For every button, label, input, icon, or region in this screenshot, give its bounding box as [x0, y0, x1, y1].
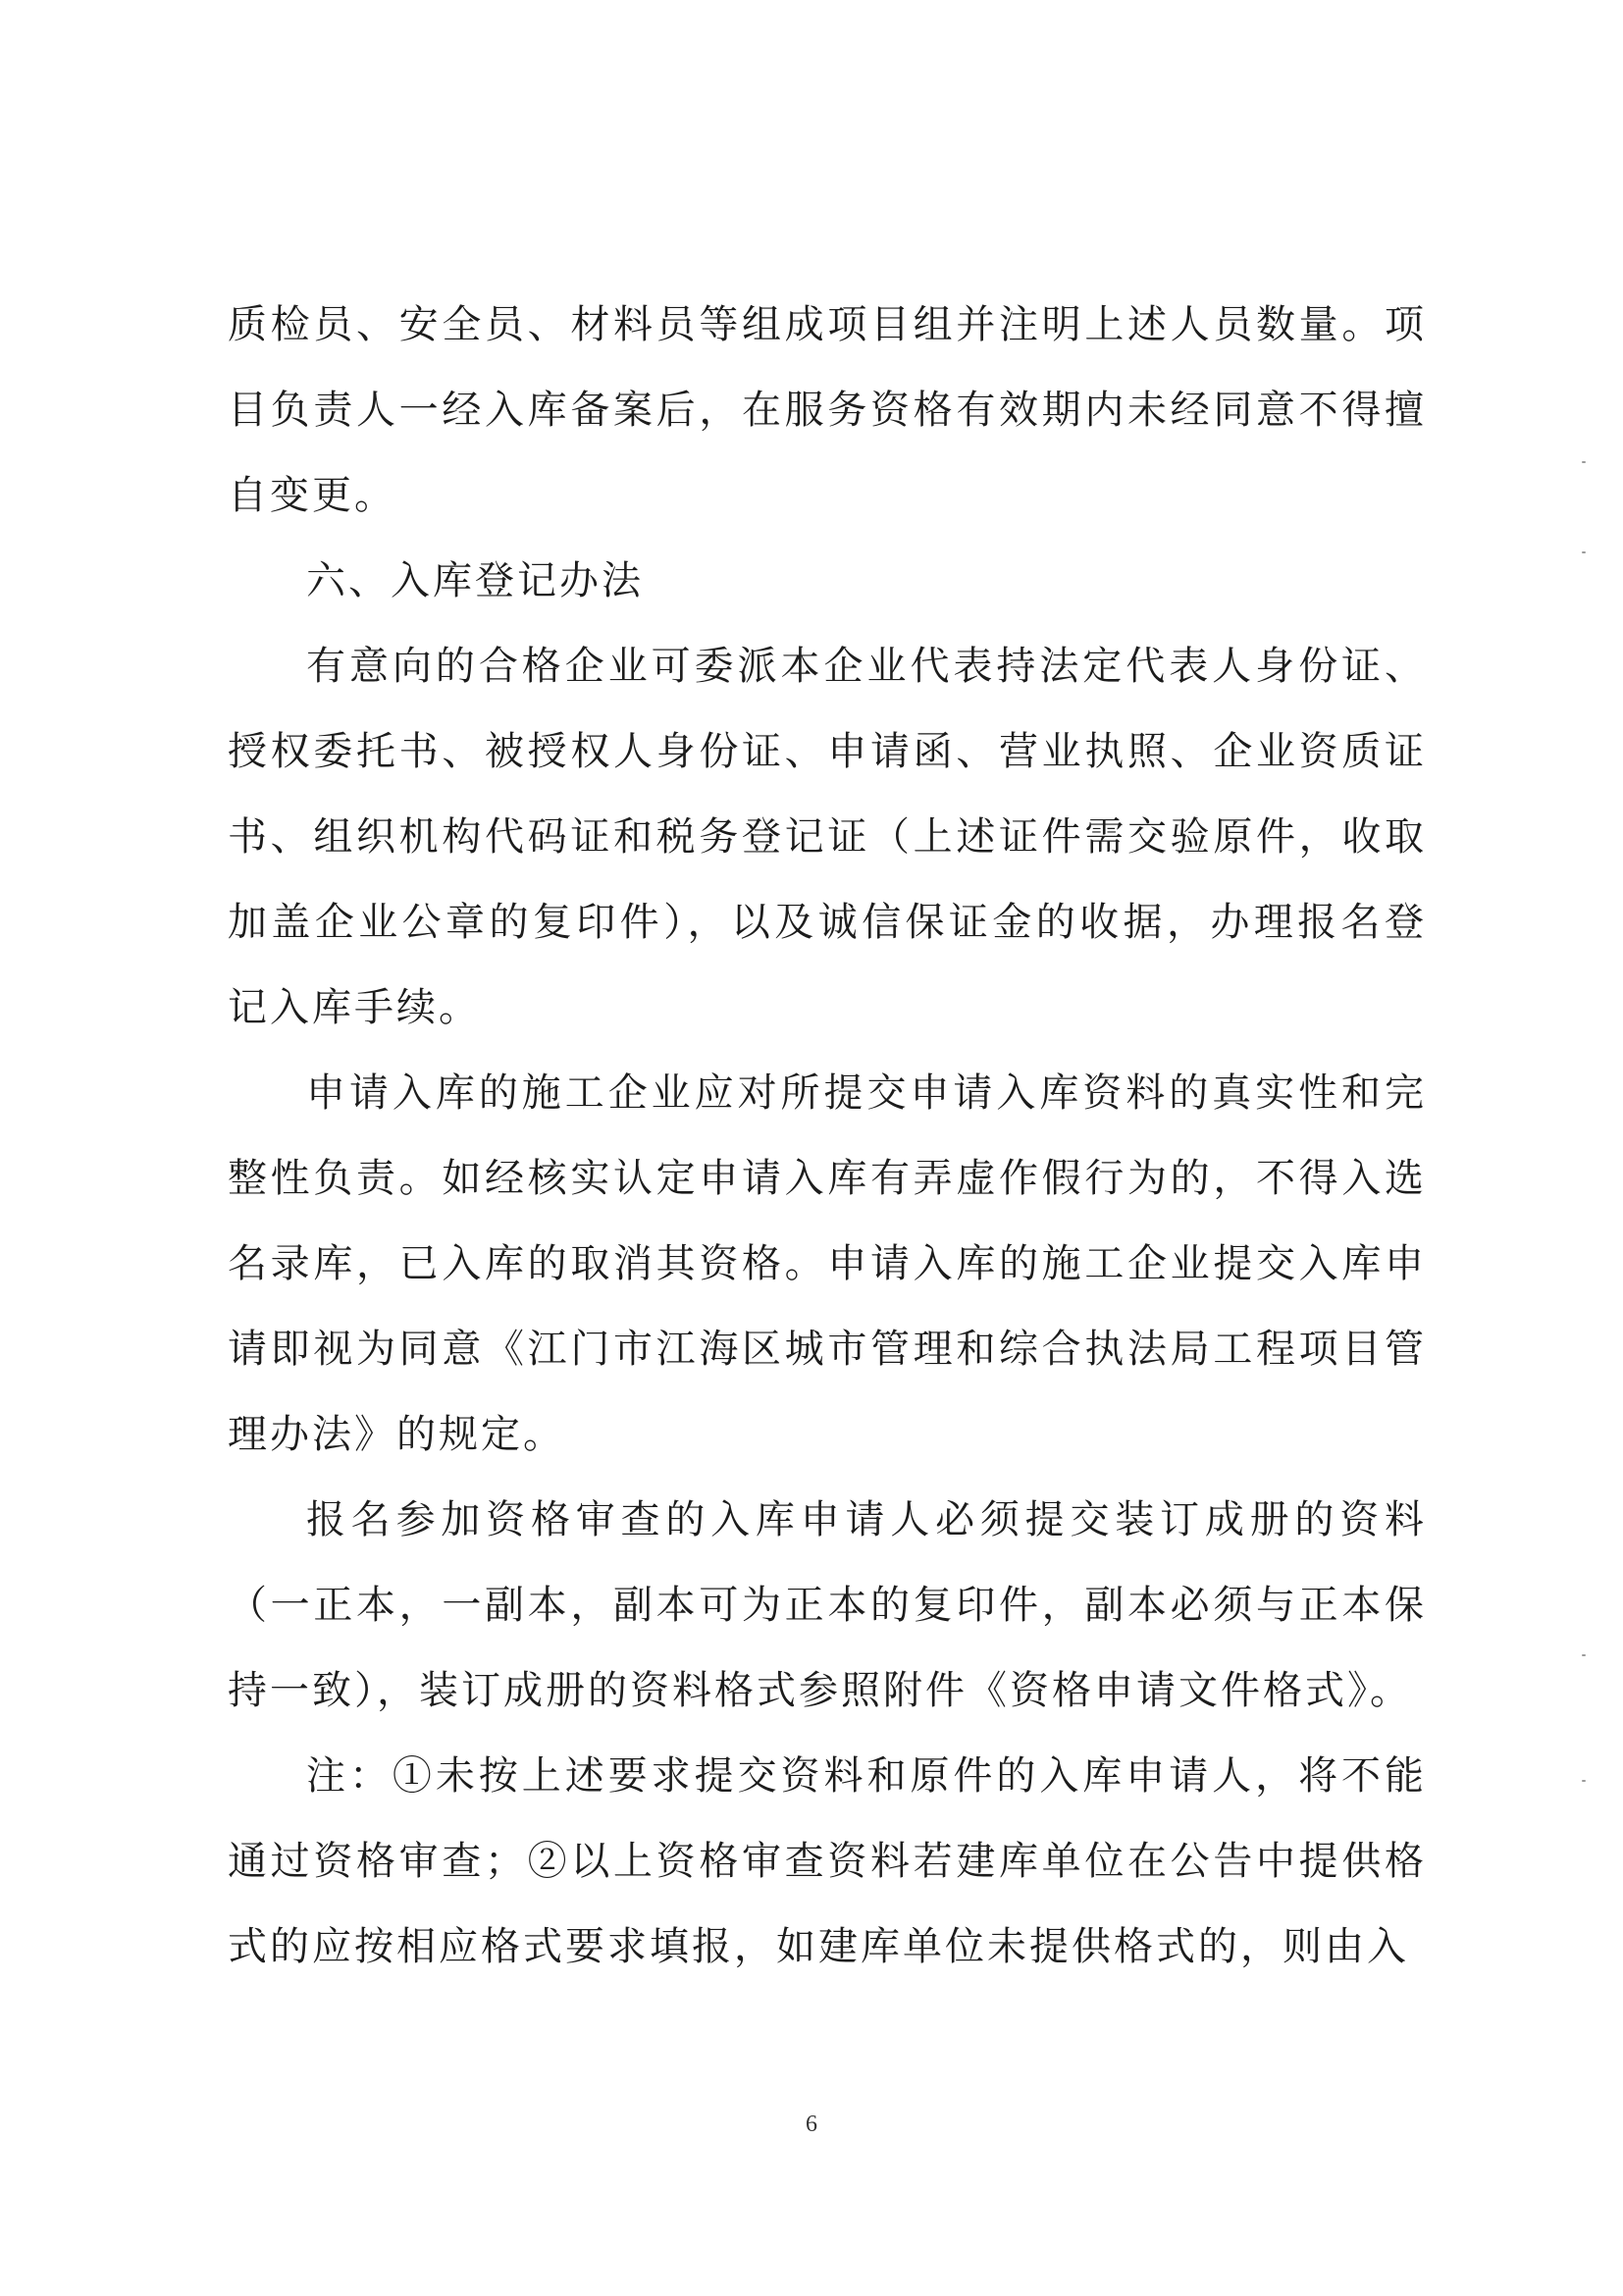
scan-mark [1582, 551, 1586, 553]
scan-mark [1582, 461, 1586, 463]
paragraph-continuation: 质检员、安全员、材料员等组成项目组并注明上述人员数量。项目负责人一经入库备案后，在服务资格有效期内未经同意不得擅自变更。 [228, 302, 1427, 518]
paragraph-authenticity: 申请入库的施工企业应对所提交申请入库资料的真实性和完整性负责。如经核实认定申请入库有弄虚作假行为的，不得入选名录库，已入库的取消其资格。申请入库的施工企业提交入库申请即视为同意《江门市江海区城市管理和综合执法局工程项目管理办法》的规定。 [228, 1070, 1427, 1457]
paragraph-note: 注：①未按上述要求提交资料和原件的入库申请人，将不能通过资格审查；②以上资格审查资料若建库单位在公告中提供格式的应按相应格式要求填报，如建库单位未提供格式的，则由入 [228, 1753, 1427, 1969]
page-number: 6 [806, 2112, 817, 2137]
paragraph-bound-materials: 报名参加资格审查的入库申请人必须提交装订成册的资料（一正本，一副本，副本可为正本的复印件，副本必须与正本保持一致），装订成册的资料格式参照附件《资格申请文件格式》。 [228, 1497, 1427, 1713]
section-heading: 六、入库登记办法 [306, 558, 644, 603]
paragraph-registration-method: 有意向的合格企业可委派本企业代表持法定代表人身份证、授权委托书、被授权人身份证、申请函、营业执照、企业资质证书、组织机构代码证和税务登记证（上述证件需交验原件，收取加盖企业公章的复印件），以及诚信保证金的收据，办理报名登记入库手续。 [228, 644, 1427, 1030]
scan-mark [1582, 1654, 1586, 1656]
document-body [228, 283, 1427, 1990]
scan-mark [1582, 1780, 1586, 1782]
